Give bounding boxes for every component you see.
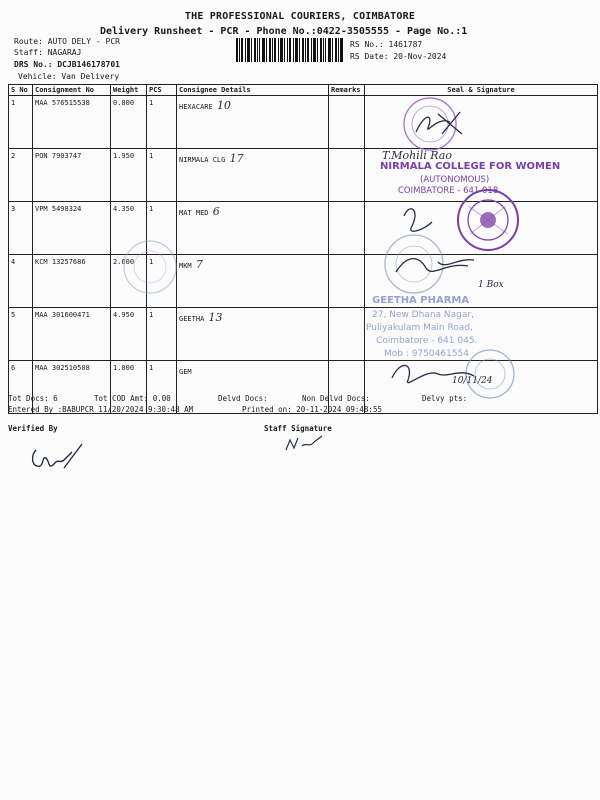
column-header: PCS	[147, 85, 177, 96]
weight-cell: 2.600	[111, 255, 147, 308]
pharma-stamp-address: Puliyakulam Main Road,	[366, 323, 473, 333]
consignee-cell	[177, 149, 329, 202]
handwritten-count: 6	[212, 205, 220, 218]
handwritten-count: 7	[195, 258, 203, 271]
sno-cell: 5	[9, 308, 33, 361]
non-delivered-docs: Non Delvd Docs:	[302, 394, 370, 403]
handwritten-count: 17	[229, 152, 244, 165]
handwritten-count: 13	[208, 311, 223, 324]
pharma-stamp-name: GEETHA PHARMA	[372, 295, 470, 306]
consignee-name: MAT MED	[179, 209, 209, 217]
table-header-row	[9, 85, 598, 96]
round-seal-stamp	[398, 94, 470, 154]
total-docs: Tot Docs: 6	[8, 394, 58, 403]
consignee-name: GEM	[179, 368, 192, 376]
faint-seal-stamp	[110, 238, 190, 296]
pharma-stamp-address: Coimbatore - 641 045.	[376, 336, 478, 346]
column-header: Consignee Details	[177, 85, 329, 96]
sno-cell: 1	[9, 96, 33, 149]
weight-cell: 1.000	[111, 361, 147, 414]
printed-on: Printed on: 20-11-2024 09:48:55	[242, 405, 382, 414]
remarks-cell	[329, 202, 365, 255]
total-cod: Tot COD Amt: 0.00	[94, 394, 171, 403]
rs-date: RS Date: 20-Nov-2024	[350, 52, 447, 61]
college-stamp-address: COIMBATORE - 641 018.	[398, 186, 501, 196]
company-title: THE PROFESSIONAL COURIERS, COIMBATORE	[184, 11, 416, 22]
consignment-cell: PON 7903747	[33, 149, 111, 202]
sno-cell: 6	[9, 361, 33, 414]
consignee-cell	[177, 202, 329, 255]
consignment-cell: KCM 13257686	[33, 255, 111, 308]
pcs-cell: 1	[147, 149, 177, 202]
weight-cell: 4.950	[111, 308, 147, 361]
consignee-cell	[177, 255, 329, 308]
delivered-docs: Delvd Docs:	[218, 394, 268, 403]
pcs-cell: 1	[147, 361, 177, 414]
handwritten-count: 10	[216, 99, 231, 112]
handwritten-signature: T.Mohili Rao	[382, 149, 452, 162]
column-header: Remarks	[329, 85, 365, 96]
sno-cell: 3	[9, 202, 33, 255]
handwritten-note: 1 Box	[478, 280, 504, 290]
staff-signature-label: Staff Signature	[264, 424, 332, 433]
staff-text: Staff: NAGARAJ	[14, 48, 82, 57]
consignee-name: HEXACARE	[179, 103, 213, 111]
handwritten-date: 10/11/24	[452, 376, 493, 386]
consignee-cell	[177, 308, 329, 361]
consignee-cell	[177, 96, 329, 149]
sno-cell: 2	[9, 149, 33, 202]
pharma-stamp-address: 27, New Dhana Nagar,	[372, 310, 474, 320]
verified-by-label: Verified By	[8, 424, 58, 433]
college-stamp-name: NIRMALA COLLEGE FOR WOMEN	[380, 161, 561, 172]
consignee-name: MKM	[179, 262, 192, 270]
staff-signature	[282, 430, 332, 456]
rs-number: RS No.: 1461787	[350, 40, 423, 49]
pcs-cell: 1	[147, 96, 177, 149]
sno-cell: 4	[9, 255, 33, 308]
verifier-signature	[28, 438, 88, 478]
remarks-cell	[329, 96, 365, 149]
consignment-cell: MAA 576515538	[33, 96, 111, 149]
consignee-name: NIRMALA CLG	[179, 156, 226, 164]
runsheet-subtitle: Delivery Runsheet - PCR - Phone No.:0422-3505555 - Page No.:1	[100, 26, 468, 37]
route-text: Route: AUTO DELY - PCR	[14, 37, 120, 46]
consignee-name: GEETHA	[179, 315, 205, 323]
pharma-stamp-phone: Mob : 9750461554	[384, 349, 469, 359]
column-header: Consignment No	[33, 85, 111, 96]
weight-cell: 4.350	[111, 202, 147, 255]
barcode-image	[236, 38, 344, 62]
table-row	[9, 255, 598, 308]
consignment-cell: MAA 301600471	[33, 308, 111, 361]
remarks-cell	[329, 149, 365, 202]
pcs-cell: 1	[147, 255, 177, 308]
column-header: Seal & Signature	[365, 85, 598, 96]
pcs-cell: 1	[147, 202, 177, 255]
weight-cell: 0.800	[111, 96, 147, 149]
table-row	[9, 96, 598, 149]
weight-cell: 1.950	[111, 149, 147, 202]
remarks-cell	[329, 308, 365, 361]
remarks-cell	[329, 255, 365, 308]
drs-number: DRS No.: DCJB146178701	[14, 60, 120, 69]
pcs-cell: 1	[147, 308, 177, 361]
column-header: Weight	[111, 85, 147, 96]
column-header: S No	[9, 85, 33, 96]
college-stamp-line: (AUTONOMOUS)	[420, 175, 490, 185]
delivery-points: Delvy pts:	[422, 394, 468, 403]
consignment-cell: VPM 5498324	[33, 202, 111, 255]
consignment-cell: MAA 302510508	[33, 361, 111, 414]
entered-by: Entered By :BABUPCR 11/20/2024 9:30:48 AM	[8, 405, 194, 414]
vehicle-text: Vehicle: Van Delivery	[18, 72, 120, 81]
